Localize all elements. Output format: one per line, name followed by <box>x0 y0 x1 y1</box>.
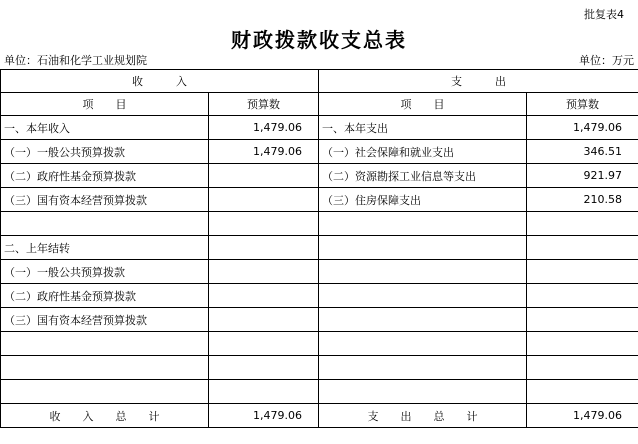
expense-item-cell <box>319 260 527 284</box>
table-row <box>1 188 638 212</box>
expense-item-cell: 一、本年支出 <box>319 116 527 140</box>
income-item-cell: （二）政府性基金预算拨款 <box>1 164 209 188</box>
expense-value-cell: 921.97 <box>527 164 638 188</box>
section-header-row <box>1 70 638 93</box>
table-row <box>1 164 638 188</box>
income-total-value: 1,479.06 <box>209 404 319 428</box>
total-row <box>1 404 638 428</box>
income-item-cell: 一、本年收入 <box>1 116 209 140</box>
income-total-label: 收 入 总 计 <box>1 404 209 428</box>
table-row <box>1 332 638 356</box>
budget-summary-table <box>0 69 638 428</box>
income-item-cell <box>1 212 209 236</box>
income-item-cell: （二）政府性基金预算拨款 <box>1 284 209 308</box>
expense-budget-header: 预算数 <box>527 93 638 116</box>
income-item-cell: （三）国有资本经营预算拨款 <box>1 308 209 332</box>
page-title: 财政拨款收支总表 <box>231 28 407 52</box>
expense-value-cell <box>527 308 638 332</box>
income-value-cell <box>209 332 319 356</box>
expense-item-cell <box>319 236 527 260</box>
income-item-cell <box>1 356 209 380</box>
table-row <box>1 140 638 164</box>
table-row <box>1 356 638 380</box>
expense-value-cell: 346.51 <box>527 140 638 164</box>
expense-value-cell <box>527 284 638 308</box>
expense-item-header: 项 目 <box>319 93 527 116</box>
table-number-label: 批复表4 <box>584 8 624 21</box>
expense-value-cell <box>527 332 638 356</box>
table-row <box>1 236 638 260</box>
expense-item-cell <box>319 212 527 236</box>
expense-item-cell: （一）社会保障和就业支出 <box>319 140 527 164</box>
income-item-cell <box>1 332 209 356</box>
income-item-cell: （三）国有资本经营预算拨款 <box>1 188 209 212</box>
income-item-header: 项 目 <box>1 93 209 116</box>
income-item-cell: （一）一般公共预算拨款 <box>1 260 209 284</box>
income-value-cell: 1,479.06 <box>209 116 319 140</box>
expense-item-cell <box>319 308 527 332</box>
income-item-cell: （一）一般公共预算拨款 <box>1 140 209 164</box>
expense-item-cell <box>319 380 527 404</box>
unit-currency: 单位：万元 <box>579 54 634 67</box>
income-value-cell <box>209 380 319 404</box>
expense-value-cell <box>527 260 638 284</box>
table-row <box>1 380 638 404</box>
expense-total-value: 1,479.06 <box>527 404 638 428</box>
table-row <box>1 116 638 140</box>
table-row <box>1 284 638 308</box>
income-section-header: 收 入 <box>1 70 319 93</box>
income-value-cell <box>209 236 319 260</box>
expense-value-cell <box>527 356 638 380</box>
expense-value-cell <box>527 236 638 260</box>
expense-item-cell <box>319 284 527 308</box>
expense-value-cell <box>527 380 638 404</box>
expense-value-cell: 210.58 <box>527 188 638 212</box>
table-row <box>1 308 638 332</box>
expense-total-label: 支 出 总 计 <box>319 404 527 428</box>
expense-section-header: 支 出 <box>319 70 638 93</box>
table-row <box>1 260 638 284</box>
table-row <box>1 212 638 236</box>
income-budget-header: 预算数 <box>209 93 319 116</box>
income-value-cell <box>209 308 319 332</box>
expense-value-cell <box>527 212 638 236</box>
income-item-cell <box>1 380 209 404</box>
income-value-cell: 1,479.06 <box>209 140 319 164</box>
income-value-cell <box>209 188 319 212</box>
expense-item-cell: （三）住房保障支出 <box>319 188 527 212</box>
expense-item-cell <box>319 332 527 356</box>
income-value-cell <box>209 284 319 308</box>
income-value-cell <box>209 212 319 236</box>
column-header-row <box>1 93 638 116</box>
income-value-cell <box>209 164 319 188</box>
income-value-cell <box>209 356 319 380</box>
expense-item-cell: （二）资源勘探工业信息等支出 <box>319 164 527 188</box>
income-value-cell <box>209 260 319 284</box>
income-item-cell: 二、上年结转 <box>1 236 209 260</box>
unit-organization: 单位：石油和化学工业规划院 <box>4 54 147 67</box>
expense-value-cell: 1,479.06 <box>527 116 638 140</box>
expense-item-cell <box>319 356 527 380</box>
